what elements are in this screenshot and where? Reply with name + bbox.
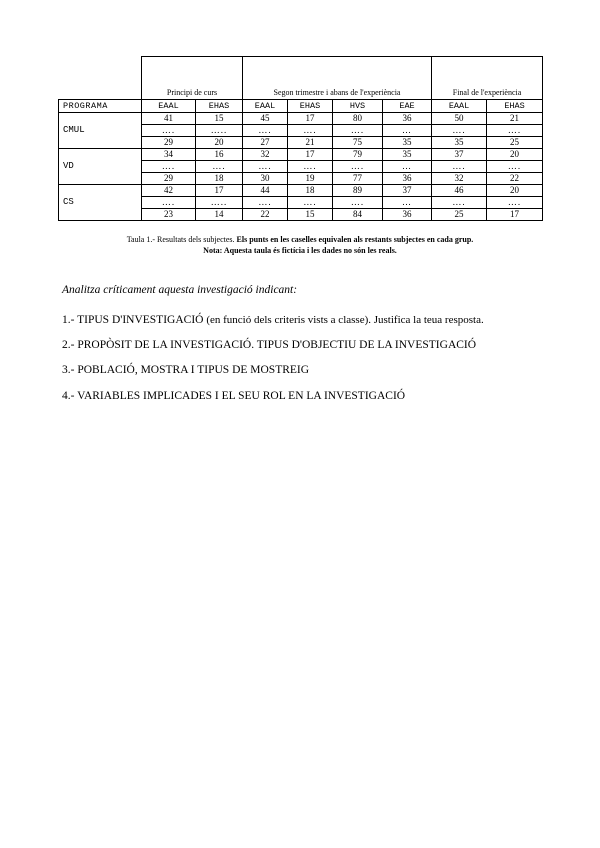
column-header: EHAS <box>196 100 243 113</box>
table-cell: 75 <box>333 137 383 149</box>
table-cell: 77 <box>333 173 383 185</box>
table-cell: 16 <box>196 149 243 161</box>
question-1-sub: (en funció dels criteris vists a classe). Justifica la teua resposta. <box>206 314 484 326</box>
table-cell: 36 <box>383 113 432 125</box>
table-cell: ….. <box>196 197 243 209</box>
column-header-row <box>59 100 543 113</box>
table-cell: …. <box>196 161 243 173</box>
table-cell: 25 <box>487 137 543 149</box>
table-cell: 35 <box>432 137 487 149</box>
table-cell: 18 <box>288 185 333 197</box>
caption-note: Nota: Aquesta taula és fictícia i les dades no són les reals. <box>203 246 397 255</box>
group-header: Principi de curs <box>142 57 243 100</box>
table-cell: 17 <box>288 113 333 125</box>
table-cell: …. <box>142 125 196 137</box>
table-cell: 18 <box>196 173 243 185</box>
table-cell: 41 <box>142 113 196 125</box>
table-caption <box>58 234 542 245</box>
table-cell: 35 <box>383 137 432 149</box>
column-header: EHAS <box>288 100 333 113</box>
question-1-main: 1.- TIPUS D'INVESTIGACIÓ <box>62 314 204 326</box>
table-cell: 36 <box>383 173 432 185</box>
table-cell: …. <box>142 161 196 173</box>
table-cell: 25 <box>432 209 487 221</box>
table-cell: 17 <box>288 149 333 161</box>
table-cell: 32 <box>432 173 487 185</box>
caption-title: Taula 1.- Resultats dels subjectes. <box>126 235 235 244</box>
table-cell: 45 <box>243 113 288 125</box>
programa-header: PROGRAMA <box>59 100 142 113</box>
question-4: 4.- VARIABLES IMPLICADES I EL SEU ROL EN LA INVESTIGACIÓ <box>62 390 406 402</box>
group-header: Segon trimestre i abans de l'experiència <box>243 57 432 100</box>
row-label: VD <box>59 149 142 185</box>
row-label: CMUL <box>59 113 142 149</box>
table-cell: 46 <box>432 185 487 197</box>
table-cell: 37 <box>432 149 487 161</box>
table-cell: …. <box>243 125 288 137</box>
table-cell: 20 <box>487 185 543 197</box>
table-cell: 17 <box>487 209 543 221</box>
table-cell: … <box>383 125 432 137</box>
column-header: EAAL <box>243 100 288 113</box>
caption-note-bold: Els punts en les caselles equivalen als restants subjectes en cada grup. <box>236 235 474 244</box>
table-cell: 36 <box>383 209 432 221</box>
table-cell: … <box>383 161 432 173</box>
table-cell: ….. <box>196 125 243 137</box>
table-cell: 79 <box>333 149 383 161</box>
table-cell: 30 <box>243 173 288 185</box>
table-cell: 14 <box>196 209 243 221</box>
table-cell: …. <box>333 161 383 173</box>
table-cell: 19 <box>288 173 333 185</box>
column-header: EAE <box>383 100 432 113</box>
table-cell: …. <box>487 125 543 137</box>
question-3: 3.- POBLACIÓ, MOSTRA I TIPUS DE MOSTREIG <box>62 364 310 376</box>
table-cell: 32 <box>243 149 288 161</box>
table-cell: 15 <box>196 113 243 125</box>
table-cell: 84 <box>333 209 383 221</box>
question-2: 2.- PROPÒSIT DE LA INVESTIGACIÓ. TIPUS D'OBJECTIU DE LA INVESTIGACIÓ <box>62 339 477 351</box>
question-1 <box>62 314 484 326</box>
table-cell: 29 <box>142 137 196 149</box>
table-cell: 21 <box>487 113 543 125</box>
table-cell: 89 <box>333 185 383 197</box>
table-cell: 37 <box>383 185 432 197</box>
table-row <box>59 185 543 197</box>
table-cell: …. <box>142 197 196 209</box>
table-row <box>59 113 543 125</box>
table-cell: 22 <box>243 209 288 221</box>
table-cell: …. <box>487 161 543 173</box>
table-cell: 17 <box>196 185 243 197</box>
table-cell: …. <box>333 125 383 137</box>
table-cell: …. <box>487 197 543 209</box>
group-header: Final de l'experiència <box>432 57 543 100</box>
instruction-prompt: Analitza críticament aquesta investigació indicant: <box>62 284 298 296</box>
table-cell: …. <box>432 161 487 173</box>
table-cell: …. <box>288 125 333 137</box>
corner-blank <box>59 57 142 100</box>
table-cell: 21 <box>288 137 333 149</box>
column-header: EAAL <box>432 100 487 113</box>
table-cell: … <box>383 197 432 209</box>
table-cell: 15 <box>288 209 333 221</box>
table-cell: …. <box>288 197 333 209</box>
column-header: HVS <box>333 100 383 113</box>
table-row <box>59 149 543 161</box>
group-header-row <box>59 57 543 100</box>
results-table <box>58 56 543 221</box>
table-cell: 44 <box>243 185 288 197</box>
table-cell: 27 <box>243 137 288 149</box>
table-cell: …. <box>432 197 487 209</box>
table-cell: 34 <box>142 149 196 161</box>
row-label: CS <box>59 185 142 221</box>
table-cell: 42 <box>142 185 196 197</box>
table-cell: 20 <box>196 137 243 149</box>
table-cell: 35 <box>383 149 432 161</box>
table-cell: …. <box>243 197 288 209</box>
table-cell: …. <box>288 161 333 173</box>
column-header: EAAL <box>142 100 196 113</box>
table-note <box>58 245 542 256</box>
table-cell: …. <box>243 161 288 173</box>
table-cell: …. <box>333 197 383 209</box>
table-cell: 23 <box>142 209 196 221</box>
table-cell: …. <box>432 125 487 137</box>
table-cell: 20 <box>487 149 543 161</box>
table-cell: 29 <box>142 173 196 185</box>
table-cell: 50 <box>432 113 487 125</box>
table-cell: 22 <box>487 173 543 185</box>
column-header: EHAS <box>487 100 543 113</box>
table-cell: 80 <box>333 113 383 125</box>
